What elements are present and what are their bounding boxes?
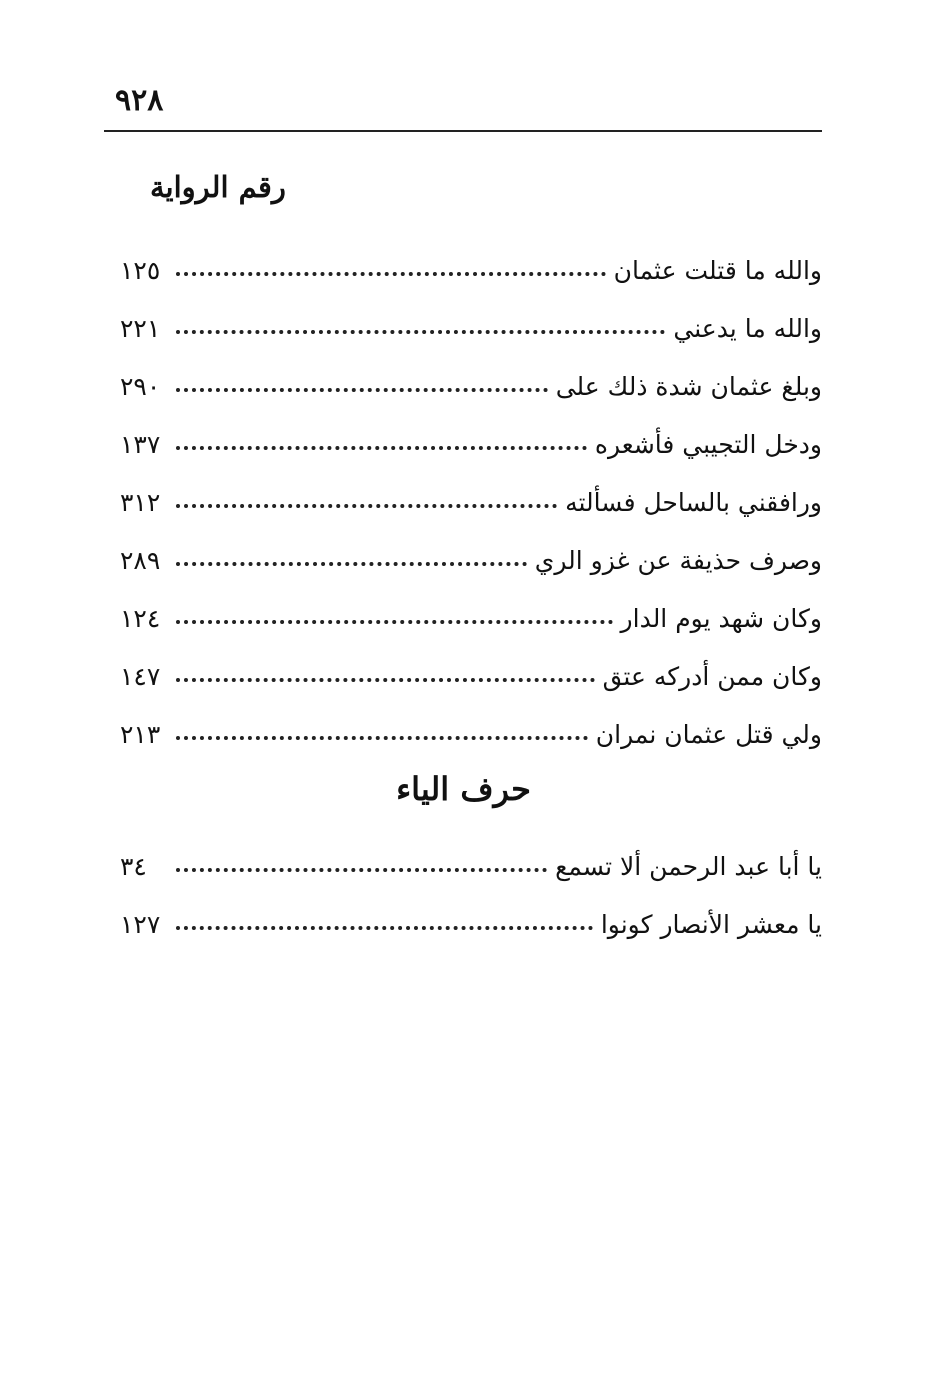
entry-text: ورافقني بالساحل فسألته — [565, 488, 822, 517]
entry-text: وبلغ عثمان شدة ذلك على — [555, 372, 822, 401]
list-item — [120, 838, 822, 896]
entry-text: يا أبا عبد الرحمن ألا تسمع — [555, 852, 822, 881]
entry-number: ١٤٧ — [120, 662, 161, 691]
header-rule — [104, 130, 822, 132]
list-item — [120, 474, 822, 532]
entry-list-ya — [120, 838, 822, 954]
entry-number: ٢٩٠ — [120, 372, 161, 401]
leader-dots — [176, 678, 595, 682]
list-item — [120, 648, 822, 706]
page-number: ٩٢٨ — [115, 83, 164, 118]
section-heading: حرف الياء — [396, 770, 531, 808]
leader-dots — [176, 620, 613, 624]
entry-number: ٣١٢ — [120, 488, 161, 517]
list-item — [120, 358, 822, 416]
entry-number: ٣٤ — [120, 852, 147, 881]
entry-text: يا معشر الأنصار كونوا — [600, 910, 822, 939]
column-heading: رقم الرواية — [150, 170, 286, 204]
list-item — [120, 706, 822, 764]
list-item — [120, 300, 822, 358]
entry-number: ١٢٧ — [120, 910, 161, 939]
entry-text: والله ما يدعني — [673, 314, 822, 343]
entry-text: وصرف حذيفة عن غزو الري — [534, 546, 822, 575]
entry-text: وكان ممن أدركه عتق — [602, 662, 822, 691]
entry-text: ودخل التجيبي فأشعره — [594, 430, 822, 459]
list-item — [120, 590, 822, 648]
entry-number: ١٢٤ — [120, 604, 161, 633]
entry-text: ولي قتل عثمان نمران — [595, 720, 822, 749]
entry-number: ٢٢١ — [120, 314, 161, 343]
leader-dots — [176, 446, 587, 450]
list-item — [120, 416, 822, 474]
entry-number: ٢٨٩ — [120, 546, 161, 575]
leader-dots — [176, 926, 593, 930]
entry-number: ٢١٣ — [120, 720, 161, 749]
entry-number: ١٢٥ — [120, 256, 161, 285]
list-item — [120, 242, 822, 300]
leader-dots — [176, 272, 606, 276]
list-item — [120, 532, 822, 590]
leader-dots — [176, 330, 665, 334]
leader-dots — [176, 868, 547, 872]
entry-number: ١٣٧ — [120, 430, 161, 459]
entry-text: والله ما قتلت عثمان — [613, 256, 822, 285]
entry-list-waw — [120, 242, 822, 764]
leader-dots — [176, 388, 548, 392]
entry-text: وكان شهد يوم الدار — [620, 604, 822, 633]
leader-dots — [176, 504, 557, 508]
leader-dots — [176, 736, 588, 740]
list-item — [120, 896, 822, 954]
leader-dots — [176, 562, 527, 566]
